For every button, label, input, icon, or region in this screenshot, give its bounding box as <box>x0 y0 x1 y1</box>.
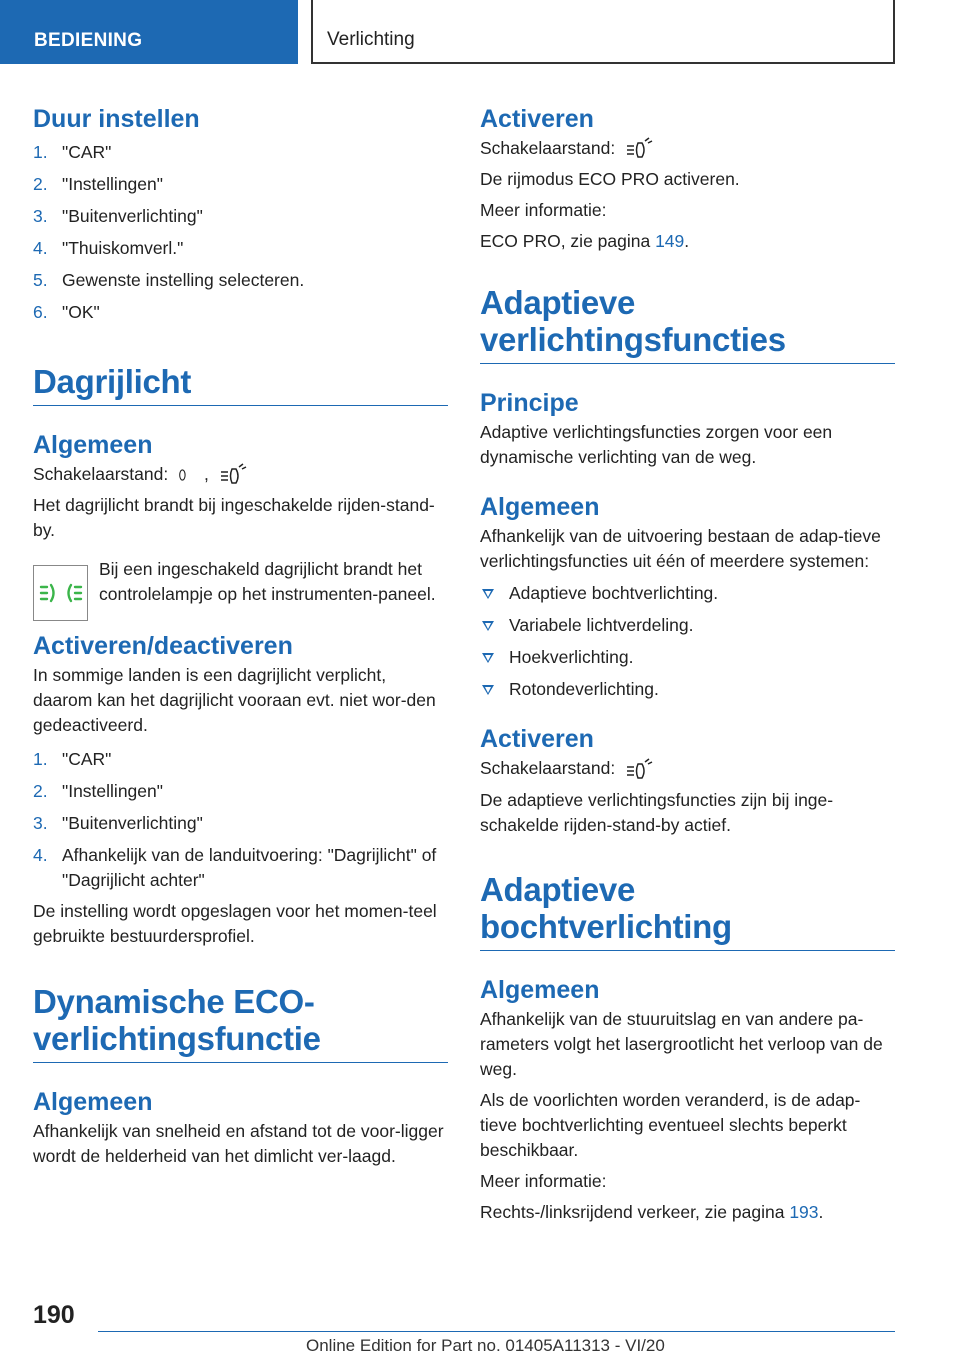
step-text: "Buitenverlichting" <box>62 813 203 834</box>
list-item <box>33 268 448 293</box>
edition-text: Online Edition for Part no. 01405A11313 - VI/20 <box>306 1336 665 1355</box>
footer-rule <box>98 1331 895 1332</box>
step-number: 4. <box>33 238 48 258</box>
instelling-paragraph: De instelling wordt opgeslagen voor het momen-teel gebruikte bestuurdersprofiel. <box>33 901 437 947</box>
list-item <box>33 204 448 229</box>
activeren-adaptief-paragraph: De adaptieve verlichtingsfuncties zijn bij inge-schakelde rijden-stand-by actief. <box>480 789 834 835</box>
bocht-paragraph-1: Afhankelijk van de stuuruitslag en van andere pa-rameters volgt het lasergrootlicht het verloop van de weg. <box>480 1008 883 1079</box>
step-number: 4. <box>33 845 48 866</box>
step-number: 5. <box>33 270 48 290</box>
principe-paragraph: Adaptive verlichtingsfuncties zorgen voor een dynamische verlichting van de weg. <box>480 422 833 468</box>
reference-end: . <box>684 231 690 252</box>
step-text: "Instellingen" <box>62 781 163 802</box>
switch-label: Schakelaarstand: <box>480 138 616 158</box>
switch-position-line <box>480 756 895 781</box>
step-text: "Buitenverlichting" <box>62 206 203 226</box>
auto-light-switch-icon <box>624 758 654 782</box>
switch-position-line <box>33 462 448 487</box>
heading-dynamische-eco: Dynamische ECO-verlichtingsfunctie <box>33 983 321 1058</box>
list-item <box>33 140 448 165</box>
section-rule <box>480 950 895 951</box>
list-item <box>33 811 448 836</box>
list-item-text: Adaptieve bochtverlichting. <box>509 583 719 604</box>
triangle-bullet-icon <box>482 685 494 695</box>
more-info-label: Meer informatie: <box>480 200 607 221</box>
step-number: 1. <box>33 749 48 770</box>
auto-light-switch-icon <box>218 463 248 487</box>
step-number: 2. <box>33 174 48 194</box>
heading-algemeen-eco: Algemeen <box>33 1088 153 1117</box>
left-column <box>33 100 448 1169</box>
heading-algemeen-adaptief: Algemeen <box>480 493 600 522</box>
list-item <box>33 779 448 804</box>
step-text: "Thuiskomverl." <box>62 238 184 258</box>
chapter-header <box>311 0 895 64</box>
reference-end: . <box>818 1201 824 1222</box>
heading-adaptieve-bochtverlichting: Adaptieve bochtverlichting <box>480 870 732 945</box>
dagrijlicht-paragraph: Het dagrijlicht brandt bij ingeschakelde rijden-stand-by. <box>33 495 435 541</box>
section-rule <box>33 1062 448 1063</box>
step-text: "OK" <box>62 302 100 322</box>
switch-label: Schakelaarstand: <box>33 464 169 484</box>
eco-pro-reference <box>480 229 895 254</box>
heading-duur-instellen: Duur instellen <box>33 105 200 133</box>
switch-position-0-icon <box>177 463 195 487</box>
list-item <box>33 843 448 893</box>
heading-activeren-adaptief: Activeren <box>480 725 594 754</box>
bocht-paragraph-2: Als de voorlichten worden veranderd, is de adap-tieve bochtverlichting eventueel slechts beperkt beschikbaar. <box>480 1089 861 1160</box>
list-item <box>480 645 895 670</box>
reference-text: Rechts-/linksrijdend verkeer, zie pagina <box>480 1201 790 1222</box>
notice-text: Bij een ingeschakeld dagrijlicht brandt het controlelampje op het instrumenten-paneel. <box>99 559 436 605</box>
page-link-193[interactable]: 193 <box>789 1201 819 1222</box>
list-item <box>480 677 895 702</box>
triangle-bullet-icon <box>482 653 494 663</box>
section-rule <box>33 405 448 406</box>
step-number: 3. <box>33 206 48 226</box>
daytime-running-light-indicator-icon <box>39 580 83 606</box>
list-item <box>480 581 895 606</box>
heading-algemeen: Algemeen <box>33 431 153 459</box>
auto-light-switch-icon <box>624 137 654 161</box>
eco-pro-paragraph: De rijmodus ECO PRO activeren. <box>480 169 740 190</box>
duur-steps-list <box>33 140 448 325</box>
page-link-149[interactable]: 149 <box>655 231 685 252</box>
step-text: "CAR" <box>62 749 112 770</box>
list-item <box>33 172 448 197</box>
more-info-label: Meer informatie: <box>480 1170 607 1191</box>
step-number: 6. <box>33 302 48 322</box>
step-number: 3. <box>33 813 48 834</box>
step-text: "Instellingen" <box>62 174 163 194</box>
list-item-text: Rotondeverlichting. <box>509 679 659 700</box>
switch-position-line <box>480 136 895 161</box>
right-column <box>480 100 895 1225</box>
algemeen-adaptief-paragraph: Afhankelijk van de uitvoering bestaan de adap-tieve verlichtingsfuncties uit één of meerdere systemen: <box>480 526 881 572</box>
section-rule <box>480 363 895 364</box>
triangle-bullet-icon <box>482 589 494 599</box>
switch-separator: , <box>203 464 209 484</box>
reference-text: ECO PRO, zie pagina <box>480 231 656 252</box>
heading-principe: Principe <box>480 389 579 418</box>
list-item <box>33 747 448 772</box>
heading-activeren-eco: Activeren <box>480 105 594 133</box>
heading-adaptieve-verlichtingsfuncties: Adaptieve verlichtingsfuncties <box>480 284 786 359</box>
step-text: Afhankelijk van de landuitvoering: "Dagrijlicht" of "Dagrijlicht achter" <box>62 845 437 891</box>
list-item <box>33 300 448 325</box>
indicator-box <box>33 565 88 621</box>
triangle-bullet-icon <box>482 621 494 631</box>
step-number: 1. <box>33 142 48 162</box>
indicator-notice <box>33 557 448 607</box>
heading-dagrijlicht: Dagrijlicht <box>33 363 192 400</box>
activeren-steps-list <box>33 747 448 893</box>
heading-algemeen-bocht: Algemeen <box>480 975 600 1004</box>
eco-paragraph: Afhankelijk van snelheid en afstand tot de voor-ligger wordt de helderheid van het dimlicht ver-laagd. <box>33 1121 444 1167</box>
list-item <box>480 613 895 638</box>
section-title: BEDIENING <box>34 30 143 51</box>
list-item <box>33 236 448 261</box>
step-number: 2. <box>33 781 48 802</box>
step-text: Gewenste instelling selecteren. <box>62 270 305 290</box>
activeren-paragraph: In sommige landen is een dagrijlicht verplicht, daarom kan het dagrijlicht vooraan evt. niet wor-den gedeactiveerd. <box>33 665 436 736</box>
page-number: 190 <box>33 1301 75 1329</box>
chapter-title: Verlichting <box>327 29 415 50</box>
section-tab <box>0 0 298 64</box>
step-text: "CAR" <box>62 142 112 162</box>
list-item-text: Variabele lichtverdeling. <box>509 615 694 636</box>
heading-activeren-deactiveren: Activeren/deactiveren <box>33 632 293 661</box>
systems-list <box>480 581 895 702</box>
list-item-text: Hoekverlichting. <box>509 647 634 668</box>
traffic-reference <box>480 1200 895 1225</box>
switch-label: Schakelaarstand: <box>480 758 616 779</box>
